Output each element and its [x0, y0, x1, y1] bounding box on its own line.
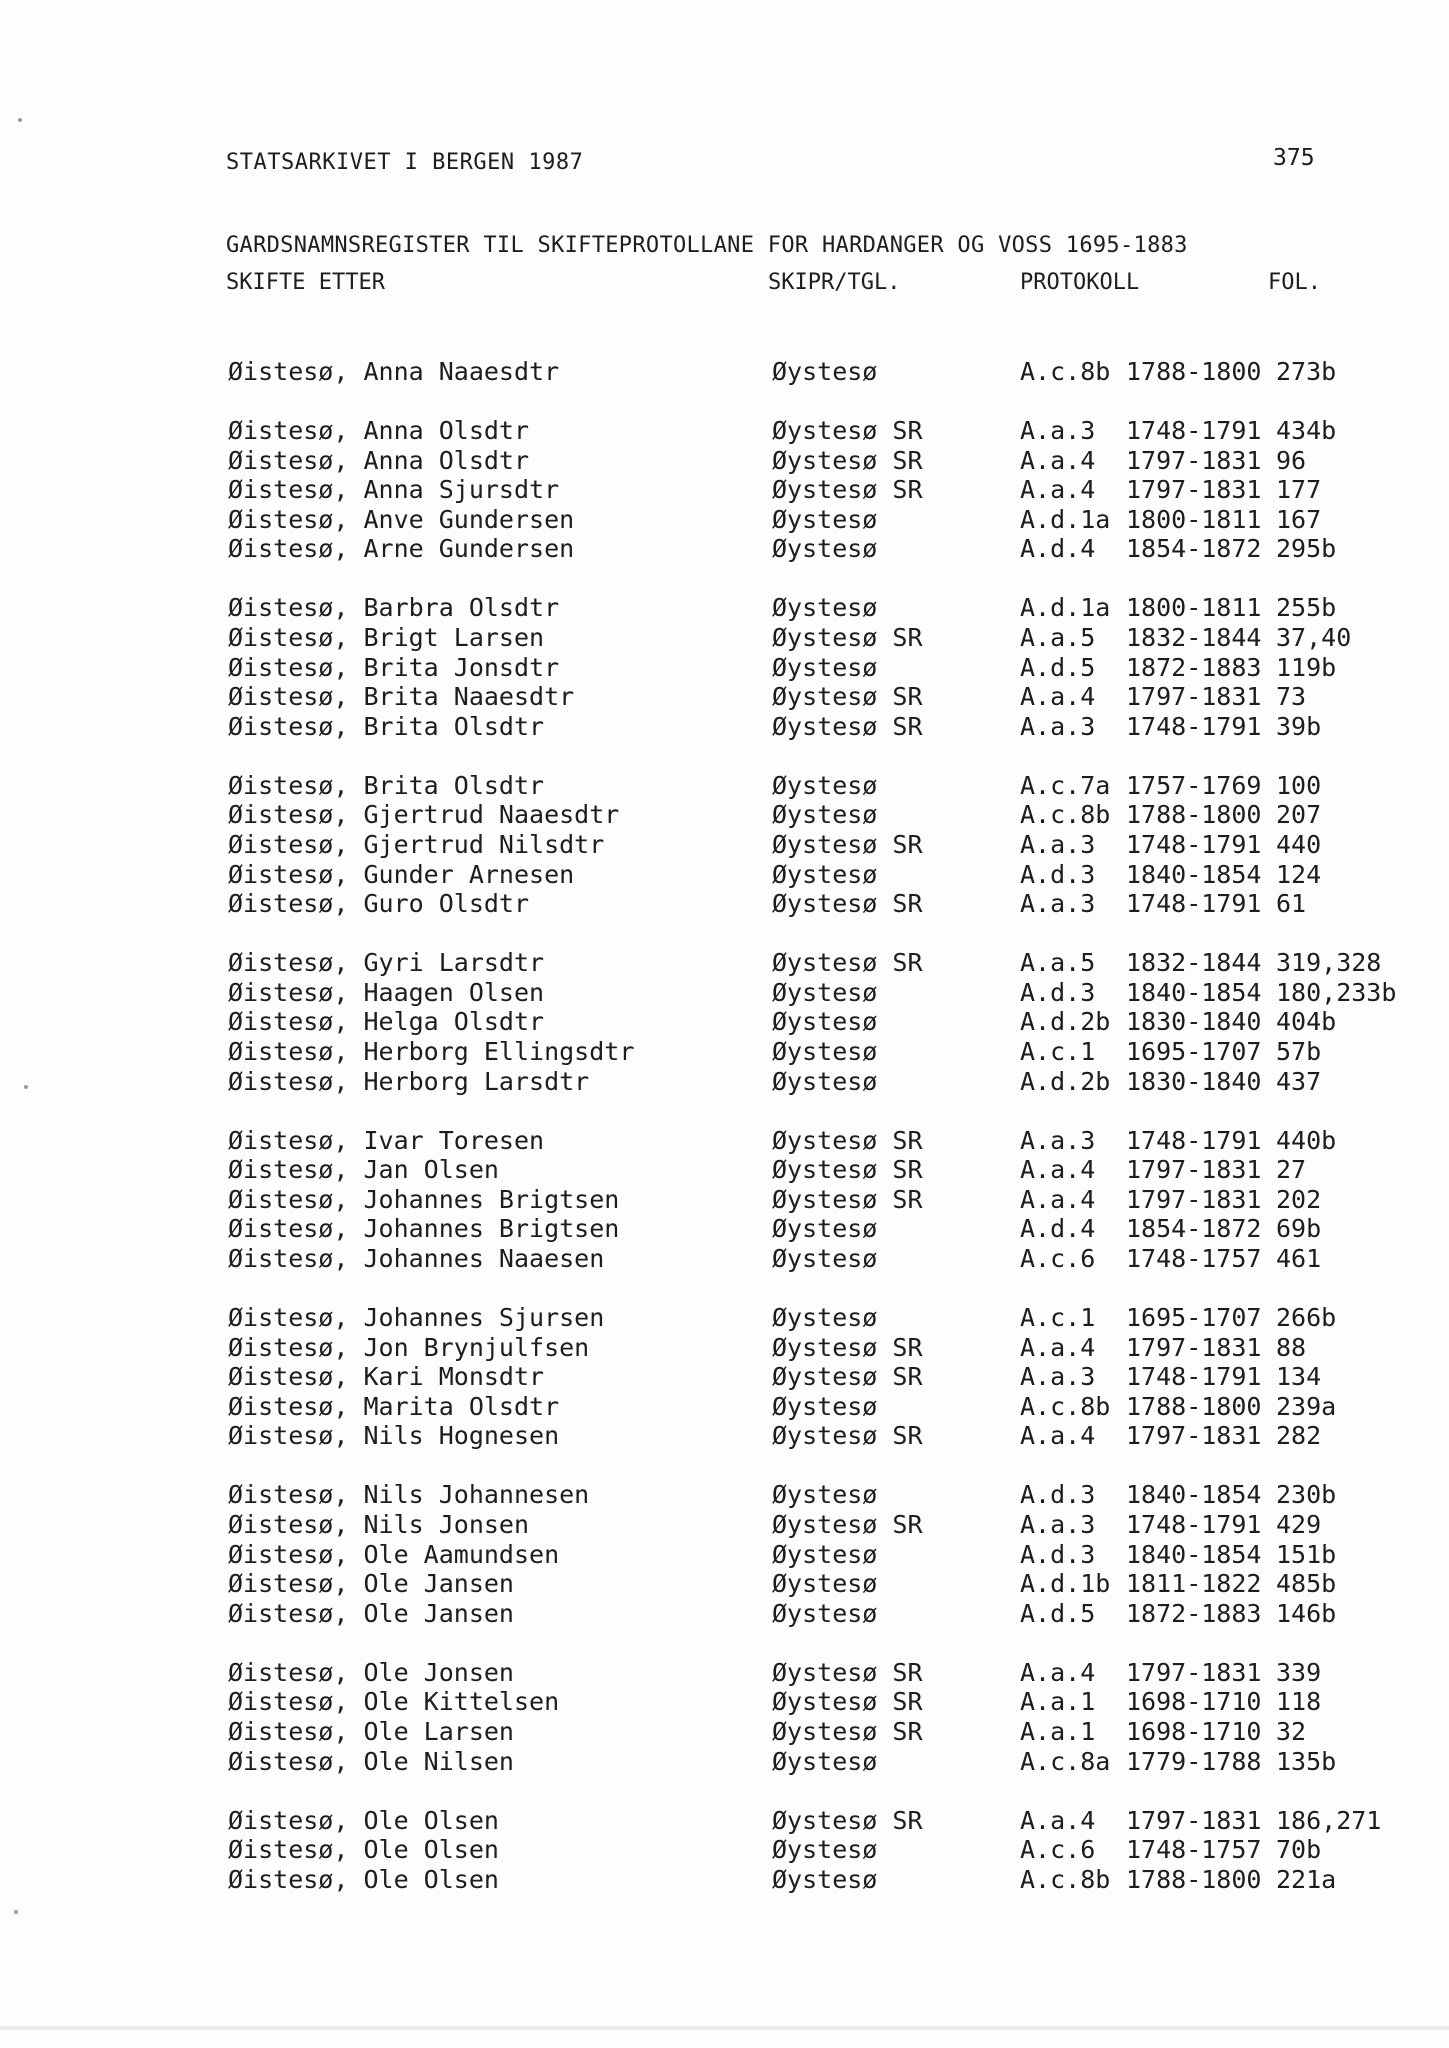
register-row	[0, 682, 1449, 712]
entry-period: 1832-1844	[1126, 623, 1262, 652]
entry-protocol: A.a.3	[1020, 416, 1096, 445]
entry-protocol: A.a.4	[1020, 1658, 1096, 1687]
entry-protocol: A.a.3	[1020, 1126, 1096, 1155]
entry-folio: 177	[1276, 475, 1322, 504]
register-row	[0, 1392, 1449, 1422]
entry-protocol: A.a.4	[1020, 475, 1096, 504]
entry-court: Øystesø SR	[772, 1126, 923, 1155]
entry-name: Øistesø, Marita Olsdtr	[228, 1392, 560, 1421]
entry-court: Øystesø	[772, 1480, 878, 1509]
entry-court: Øystesø	[772, 357, 878, 386]
entry-name: Øistesø, Haagen Olsen	[228, 978, 545, 1007]
entry-court: Øystesø SR	[772, 1155, 923, 1184]
entry-period: 1695-1707	[1126, 1303, 1262, 1332]
entry-name: Øistesø, Johannes Naaesen	[228, 1244, 605, 1273]
register-row	[0, 593, 1449, 623]
entry-folio: 485b	[1276, 1569, 1337, 1598]
entry-period: 1797-1831	[1126, 1155, 1262, 1184]
entry-protocol: A.d.3	[1020, 1480, 1096, 1509]
entry-folio: 207	[1276, 800, 1322, 829]
entry-protocol: A.a.1	[1020, 1687, 1096, 1716]
entry-court: Øystesø SR	[772, 1185, 923, 1214]
entry-name: Øistesø, Gjertrud Nilsdtr	[228, 830, 605, 859]
entry-period: 1695-1707	[1126, 1037, 1262, 1066]
entry-court: Øystesø	[772, 505, 878, 534]
entry-protocol: A.c.8a	[1020, 1747, 1111, 1776]
entry-protocol: A.a.1	[1020, 1717, 1096, 1746]
register-row	[0, 1007, 1449, 1037]
entry-court: Øystesø	[772, 1037, 878, 1066]
entry-period: 1779-1788	[1126, 1747, 1262, 1776]
entry-name: Øistesø, Nils Johannesen	[228, 1480, 590, 1509]
entry-court: Øystesø SR	[772, 1687, 923, 1716]
entry-folio: 180,233b	[1276, 978, 1397, 1007]
register-row	[0, 771, 1449, 801]
entry-protocol: A.c.6	[1020, 1244, 1096, 1273]
column-header-court: SKIPR/TGL.	[768, 270, 901, 295]
register-row	[0, 1333, 1449, 1363]
entry-name: Øistesø, Herborg Ellingsdtr	[228, 1037, 635, 1066]
entry-name: Øistesø, Johannes Sjursen	[228, 1303, 605, 1332]
column-header-folio: FOL.	[1268, 270, 1321, 295]
entry-name: Øistesø, Nils Jonsen	[228, 1510, 530, 1539]
entry-name: Øistesø, Jan Olsen	[228, 1155, 499, 1184]
entry-court: Øystesø	[772, 1747, 878, 1776]
entry-folio: 119b	[1276, 653, 1337, 682]
entry-folio: 266b	[1276, 1303, 1337, 1332]
register-row	[0, 1658, 1449, 1688]
entry-name: Øistesø, Ole Nilsen	[228, 1747, 514, 1776]
entry-name: Øistesø, Ivar Toresen	[228, 1126, 545, 1155]
register-row	[0, 800, 1449, 830]
entry-folio: 69b	[1276, 1214, 1322, 1243]
entry-folio: 124	[1276, 860, 1322, 889]
entry-court: Øystesø	[772, 534, 878, 563]
entry-folio: 434b	[1276, 416, 1337, 445]
entry-period: 1872-1883	[1126, 1599, 1262, 1628]
entry-period: 1832-1844	[1126, 948, 1262, 977]
entry-court: Øystesø	[772, 1303, 878, 1332]
register-row	[0, 1865, 1449, 1895]
entry-name: Øistesø, Herborg Larsdtr	[228, 1067, 590, 1096]
entry-folio: 146b	[1276, 1599, 1337, 1628]
archive-header: STATSARKIVET I BERGEN 1987	[226, 150, 584, 175]
entry-court: Øystesø	[772, 800, 878, 829]
entry-name: Øistesø, Ole Olsen	[228, 1865, 499, 1894]
entry-protocol: A.a.4	[1020, 1185, 1096, 1214]
entry-protocol: A.d.1b	[1020, 1569, 1111, 1598]
register-row	[0, 1067, 1449, 1097]
register-row	[0, 830, 1449, 860]
entry-name: Øistesø, Kari Monsdtr	[228, 1362, 545, 1391]
entry-court: Øystesø SR	[772, 1333, 923, 1362]
register-row	[0, 653, 1449, 683]
entry-court: Øystesø	[772, 1540, 878, 1569]
entry-period: 1800-1811	[1126, 593, 1262, 622]
entry-period: 1854-1872	[1126, 1214, 1262, 1243]
entry-protocol: A.c.8b	[1020, 357, 1111, 386]
entry-court: Øystesø SR	[772, 416, 923, 445]
scan-edge	[0, 2026, 1449, 2030]
register-row	[0, 446, 1449, 476]
entry-folio: 57b	[1276, 1037, 1322, 1066]
entry-period: 1872-1883	[1126, 653, 1262, 682]
entry-folio: 202	[1276, 1185, 1322, 1214]
entry-period: 1748-1791	[1126, 1126, 1262, 1155]
entry-folio: 118	[1276, 1687, 1322, 1716]
entry-period: 1797-1831	[1126, 1421, 1262, 1450]
entry-folio: 339	[1276, 1658, 1322, 1687]
entry-folio: 32	[1276, 1717, 1307, 1746]
entry-period: 1748-1791	[1126, 830, 1262, 859]
entry-period: 1797-1831	[1126, 1333, 1262, 1362]
entry-folio: 255b	[1276, 593, 1337, 622]
scan-speck	[24, 1085, 28, 1089]
entry-protocol: A.d.1a	[1020, 593, 1111, 622]
entry-protocol: A.d.4	[1020, 534, 1096, 563]
entry-name: Øistesø, Helga Olsdtr	[228, 1007, 545, 1036]
entry-folio: 100	[1276, 771, 1322, 800]
entry-folio: 440	[1276, 830, 1322, 859]
entry-name: Øistesø, Ole Jansen	[228, 1599, 514, 1628]
entry-name: Øistesø, Guro Olsdtr	[228, 889, 530, 918]
register-row	[0, 1126, 1449, 1156]
entry-protocol: A.d.3	[1020, 1540, 1096, 1569]
entry-period: 1854-1872	[1126, 534, 1262, 563]
entry-folio: 96	[1276, 446, 1307, 475]
entry-protocol: A.a.4	[1020, 1421, 1096, 1450]
entry-period: 1797-1831	[1126, 1806, 1262, 1835]
entry-protocol: A.d.3	[1020, 978, 1096, 1007]
entry-period: 1830-1840	[1126, 1067, 1262, 1096]
entry-folio: 221a	[1276, 1865, 1337, 1894]
entry-court: Øystesø	[772, 771, 878, 800]
entry-protocol: A.c.6	[1020, 1835, 1096, 1864]
register-row	[0, 1540, 1449, 1570]
page-number: 375	[1273, 145, 1315, 171]
entry-name: Øistesø, Gunder Arnesen	[228, 860, 575, 889]
entry-folio: 70b	[1276, 1835, 1322, 1864]
entry-protocol: A.c.8b	[1020, 1865, 1111, 1894]
entry-name: Øistesø, Ole Jansen	[228, 1569, 514, 1598]
entry-protocol: A.c.1	[1020, 1303, 1096, 1332]
entry-court: Øystesø SR	[772, 475, 923, 504]
entry-period: 1748-1791	[1126, 1362, 1262, 1391]
entry-folio: 61	[1276, 889, 1307, 918]
entry-period: 1840-1854	[1126, 1540, 1262, 1569]
entry-court: Øystesø SR	[772, 682, 923, 711]
entry-folio: 319,328	[1276, 948, 1382, 977]
entry-period: 1797-1831	[1126, 1658, 1262, 1687]
entry-period: 1811-1822	[1126, 1569, 1262, 1598]
entry-name: Øistesø, Anna Olsdtr	[228, 416, 530, 445]
entry-name: Øistesø, Arne Gundersen	[228, 534, 575, 563]
entry-protocol: A.a.4	[1020, 1155, 1096, 1184]
entry-court: Øystesø SR	[772, 1806, 923, 1835]
entry-court: Øystesø SR	[772, 712, 923, 741]
entry-protocol: A.c.8b	[1020, 800, 1111, 829]
entry-period: 1748-1757	[1126, 1835, 1262, 1864]
entry-period: 1757-1769	[1126, 771, 1262, 800]
register-row	[0, 475, 1449, 505]
entry-folio: 282	[1276, 1421, 1322, 1450]
entry-court: Øystesø	[772, 1214, 878, 1243]
entry-protocol: A.d.1a	[1020, 505, 1111, 534]
entry-protocol: A.a.4	[1020, 682, 1096, 711]
entry-court: Øystesø	[772, 1392, 878, 1421]
entry-court: Øystesø SR	[772, 830, 923, 859]
entry-name: Øistesø, Anna Sjursdtr	[228, 475, 560, 504]
entry-folio: 295b	[1276, 534, 1337, 563]
entry-protocol: A.a.3	[1020, 1510, 1096, 1539]
entry-folio: 27	[1276, 1155, 1307, 1184]
entry-period: 1797-1831	[1126, 1185, 1262, 1214]
register-row	[0, 978, 1449, 1008]
column-header-name: SKIFTE ETTER	[226, 270, 385, 295]
entry-folio: 239a	[1276, 1392, 1337, 1421]
entry-folio: 461	[1276, 1244, 1322, 1273]
entry-protocol: A.a.4	[1020, 1806, 1096, 1835]
entry-court: Øystesø	[772, 1067, 878, 1096]
entry-court: Øystesø	[772, 1569, 878, 1598]
register-row	[0, 1717, 1449, 1747]
entry-folio: 440b	[1276, 1126, 1337, 1155]
entry-protocol: A.a.4	[1020, 446, 1096, 475]
entry-folio: 88	[1276, 1333, 1307, 1362]
entry-protocol: A.a.4	[1020, 1333, 1096, 1362]
entry-protocol: A.a.3	[1020, 712, 1096, 741]
entry-period: 1840-1854	[1126, 978, 1262, 1007]
entry-folio: 73	[1276, 682, 1307, 711]
entry-period: 1698-1710	[1126, 1687, 1262, 1716]
column-header-protocol: PROTOKOLL	[1020, 270, 1140, 295]
entry-period: 1797-1831	[1126, 446, 1262, 475]
entry-name: Øistesø, Gyri Larsdtr	[228, 948, 545, 977]
entry-period: 1840-1854	[1126, 1480, 1262, 1509]
register-row	[0, 712, 1449, 742]
register-row	[0, 1362, 1449, 1392]
entry-court: Øystesø SR	[772, 1421, 923, 1450]
entry-court: Øystesø SR	[772, 1658, 923, 1687]
entry-protocol: A.d.2b	[1020, 1007, 1111, 1036]
entry-folio: 135b	[1276, 1747, 1337, 1776]
entry-period: 1698-1710	[1126, 1717, 1262, 1746]
register-row	[0, 1421, 1449, 1451]
register-row	[0, 505, 1449, 535]
register-row	[0, 860, 1449, 890]
entry-court: Øystesø SR	[772, 948, 923, 977]
entry-court: Øystesø	[772, 1599, 878, 1628]
entry-protocol: A.c.1	[1020, 1037, 1096, 1066]
entry-protocol: A.d.3	[1020, 860, 1096, 889]
register-row	[0, 1806, 1449, 1836]
entry-name: Øistesø, Barbra Olsdtr	[228, 593, 560, 622]
entry-court: Øystesø	[772, 978, 878, 1007]
register-row	[0, 534, 1449, 564]
entry-protocol: A.d.5	[1020, 653, 1096, 682]
entry-period: 1797-1831	[1126, 682, 1262, 711]
entry-protocol: A.d.5	[1020, 1599, 1096, 1628]
register-row	[0, 1155, 1449, 1185]
entry-period: 1788-1800	[1126, 1392, 1262, 1421]
register-row	[0, 1835, 1449, 1865]
entry-folio: 39b	[1276, 712, 1322, 741]
entry-court: Øystesø	[772, 1244, 878, 1273]
entry-court: Øystesø SR	[772, 1362, 923, 1391]
entry-name: Øistesø, Johannes Brigtsen	[228, 1185, 620, 1214]
entry-folio: 437	[1276, 1067, 1322, 1096]
entry-period: 1748-1791	[1126, 1510, 1262, 1539]
entry-court: Øystesø SR	[772, 446, 923, 475]
entry-court: Øystesø	[772, 1835, 878, 1864]
entry-period: 1788-1800	[1126, 800, 1262, 829]
register-row	[0, 1303, 1449, 1333]
entry-name: Øistesø, Brita Jonsdtr	[228, 653, 560, 682]
register-row	[0, 948, 1449, 978]
entry-period: 1748-1791	[1126, 416, 1262, 445]
entry-name: Øistesø, Anve Gundersen	[228, 505, 575, 534]
entry-period: 1800-1811	[1126, 505, 1262, 534]
entry-name: Øistesø, Ole Kittelsen	[228, 1687, 560, 1716]
entry-folio: 230b	[1276, 1480, 1337, 1509]
entry-protocol: A.c.8b	[1020, 1392, 1111, 1421]
entry-name: Øistesø, Johannes Brigtsen	[228, 1214, 620, 1243]
entry-period: 1748-1757	[1126, 1244, 1262, 1273]
entry-name: Øistesø, Brita Olsdtr	[228, 771, 545, 800]
entry-folio: 151b	[1276, 1540, 1337, 1569]
entry-name: Øistesø, Ole Olsen	[228, 1835, 499, 1864]
entry-protocol: A.a.3	[1020, 830, 1096, 859]
entry-court: Øystesø	[772, 1007, 878, 1036]
register-row	[0, 1214, 1449, 1244]
entry-period: 1830-1840	[1126, 1007, 1262, 1036]
register-title: GARDSNAMNSREGISTER TIL SKIFTEPROTOLLANE FOR HARDANGER OG VOSS 1695-1883	[226, 233, 1188, 258]
entry-name: Øistesø, Brita Olsdtr	[228, 712, 545, 741]
entry-period: 1797-1831	[1126, 475, 1262, 504]
entry-period: 1788-1800	[1126, 1865, 1262, 1894]
register-row	[0, 1185, 1449, 1215]
register-row	[0, 357, 1449, 387]
entry-name: Øistesø, Nils Hognesen	[228, 1421, 560, 1450]
entry-court: Øystesø SR	[772, 623, 923, 652]
entry-folio: 167	[1276, 505, 1322, 534]
scan-speck	[18, 118, 22, 122]
entry-period: 1748-1791	[1126, 712, 1262, 741]
entry-name: Øistesø, Brigt Larsen	[228, 623, 545, 652]
entry-folio: 404b	[1276, 1007, 1337, 1036]
entry-protocol: A.a.3	[1020, 889, 1096, 918]
entry-period: 1788-1800	[1126, 357, 1262, 386]
entry-court: Øystesø SR	[772, 889, 923, 918]
entry-folio: 273b	[1276, 357, 1337, 386]
entry-name: Øistesø, Brita Naaesdtr	[228, 682, 575, 711]
entry-court: Øystesø	[772, 593, 878, 622]
register-row	[0, 889, 1449, 919]
register-row	[0, 1687, 1449, 1717]
entry-court: Øystesø	[772, 1865, 878, 1894]
entry-protocol: A.a.3	[1020, 1362, 1096, 1391]
entry-protocol: A.a.5	[1020, 623, 1096, 652]
entry-protocol: A.a.5	[1020, 948, 1096, 977]
entry-folio: 429	[1276, 1510, 1322, 1539]
entry-name: Øistesø, Ole Jonsen	[228, 1658, 514, 1687]
register-row	[0, 1747, 1449, 1777]
entry-folio: 186,271	[1276, 1806, 1382, 1835]
entry-name: Øistesø, Anna Naaesdtr	[228, 357, 560, 386]
entry-name: Øistesø, Anna Olsdtr	[228, 446, 530, 475]
entry-name: Øistesø, Gjertrud Naaesdtr	[228, 800, 620, 829]
register-row	[0, 1569, 1449, 1599]
entry-folio: 134	[1276, 1362, 1322, 1391]
entry-name: Øistesø, Ole Aamundsen	[228, 1540, 560, 1569]
entry-name: Øistesø, Ole Olsen	[228, 1806, 499, 1835]
entry-protocol: A.d.4	[1020, 1214, 1096, 1243]
entry-name: Øistesø, Ole Larsen	[228, 1717, 514, 1746]
register-row	[0, 1510, 1449, 1540]
scan-speck	[14, 1910, 18, 1914]
register-row	[0, 623, 1449, 653]
entry-name: Øistesø, Jon Brynjulfsen	[228, 1333, 590, 1362]
entry-protocol: A.c.7a	[1020, 771, 1111, 800]
entry-folio: 37,40	[1276, 623, 1352, 652]
register-row	[0, 1480, 1449, 1510]
register-row	[0, 1599, 1449, 1629]
entry-protocol: A.d.2b	[1020, 1067, 1111, 1096]
entry-period: 1840-1854	[1126, 860, 1262, 889]
entry-court: Øystesø SR	[772, 1717, 923, 1746]
entry-court: Øystesø	[772, 860, 878, 889]
entry-court: Øystesø SR	[772, 1510, 923, 1539]
entry-period: 1748-1791	[1126, 889, 1262, 918]
entry-court: Øystesø	[772, 653, 878, 682]
register-row	[0, 416, 1449, 446]
register-row	[0, 1037, 1449, 1067]
register-row	[0, 1244, 1449, 1274]
